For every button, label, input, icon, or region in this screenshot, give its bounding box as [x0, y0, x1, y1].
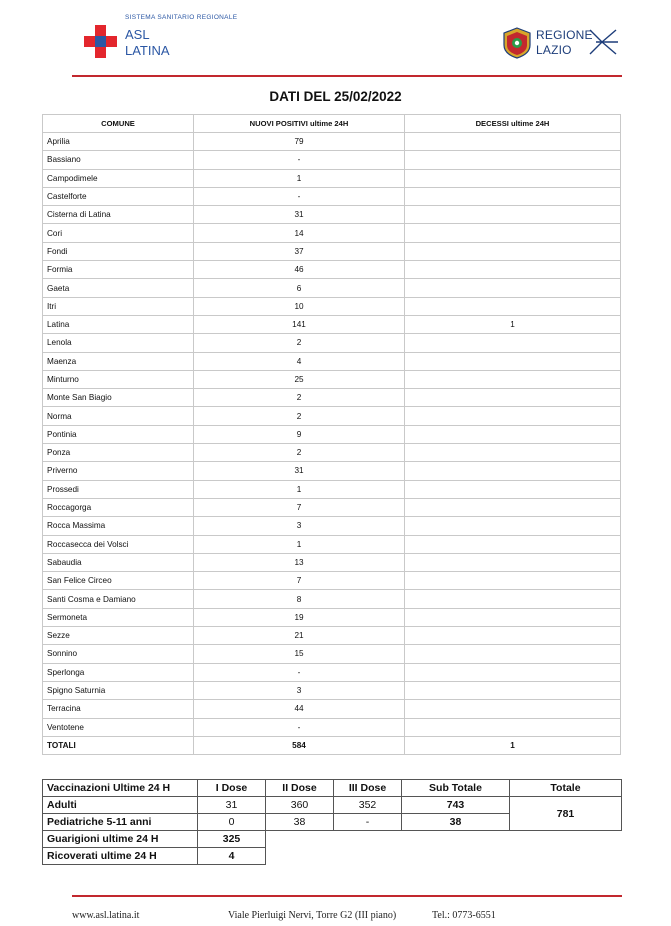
comune-cell: San Felice Circeo [43, 572, 194, 590]
positivi-cell: 2 [194, 444, 405, 462]
positivi-cell: 3 [194, 681, 405, 699]
totals-label: TOTALI [43, 736, 194, 754]
table-row [43, 169, 621, 187]
table-row [43, 681, 621, 699]
vac-adulti-dose2: 360 [266, 797, 334, 814]
comune-cell: Pontinia [43, 425, 194, 443]
comune-cell: Fondi [43, 242, 194, 260]
footer-phone: Tel.: 0773-6551 [432, 910, 496, 921]
vac-pediatriche-dose1: 0 [198, 814, 266, 831]
table-row [43, 352, 621, 370]
table-row [43, 718, 621, 736]
table-row [43, 389, 621, 407]
table-row [43, 498, 621, 516]
comune-cell: Ventotene [43, 718, 194, 736]
vaccinations-table [42, 779, 622, 865]
vac-adulti-label: Adulti [43, 797, 198, 814]
vac-header-dose1: I Dose [198, 780, 266, 797]
table-row [43, 315, 621, 333]
table-row [43, 261, 621, 279]
lazio-swoosh-icon [588, 26, 620, 58]
footer-divider [72, 895, 622, 897]
table-row [43, 700, 621, 718]
comune-cell: Spigno Saturnia [43, 681, 194, 699]
decessi-cell [405, 151, 621, 169]
comune-cell: Norma [43, 407, 194, 425]
vac-header-dose2: II Dose [266, 780, 334, 797]
decessi-cell [405, 389, 621, 407]
positivi-cell: 44 [194, 700, 405, 718]
comune-cell: Sperlonga [43, 663, 194, 681]
positivi-cell: 6 [194, 279, 405, 297]
comune-cell: Itri [43, 297, 194, 315]
comune-cell: Castelforte [43, 187, 194, 205]
positivi-cell: 25 [194, 370, 405, 388]
positivi-cell: 7 [194, 498, 405, 516]
table-row [43, 370, 621, 388]
comune-cell: Priverno [43, 462, 194, 480]
comune-cell: Santi Cosma e Damiano [43, 590, 194, 608]
decessi-cell [405, 700, 621, 718]
comune-cell: Sonnino [43, 645, 194, 663]
table-row [43, 480, 621, 498]
positivi-cell: 10 [194, 297, 405, 315]
comune-cell: Terracina [43, 700, 194, 718]
table-row [43, 572, 621, 590]
table-row [43, 535, 621, 553]
vac-header-title: Vaccinazioni Ultime 24 H [43, 780, 198, 797]
table-row [43, 187, 621, 205]
comune-cell: Formia [43, 261, 194, 279]
decessi-cell: 1 [405, 315, 621, 333]
comune-cell: Roccagorga [43, 498, 194, 516]
comune-cell: Prossedi [43, 480, 194, 498]
vac-pediatriche-dose3: - [334, 814, 402, 831]
header-nuovi-positivi: NUOVI POSITIVI ultime 24H [194, 115, 405, 133]
vac-header-subtotal: Sub Totale [402, 780, 510, 797]
decessi-cell [405, 370, 621, 388]
totals-row [43, 736, 621, 754]
positivi-cell: 79 [194, 133, 405, 151]
totals-positivi: 584 [194, 736, 405, 754]
decessi-cell [405, 480, 621, 498]
positivi-cell: 19 [194, 608, 405, 626]
comune-cell: Lenola [43, 334, 194, 352]
comune-cell: Monte San Biagio [43, 389, 194, 407]
decessi-cell [405, 169, 621, 187]
decessi-cell [405, 187, 621, 205]
positivi-cell: 1 [194, 169, 405, 187]
decessi-cell [405, 498, 621, 516]
positivi-cell: - [194, 187, 405, 205]
vac-header-dose3: III Dose [334, 780, 402, 797]
lazio-emblem-icon [502, 27, 532, 59]
table-row [43, 517, 621, 535]
vac-pediatriche-label: Pediatriche 5-11 anni [43, 814, 198, 831]
asl-name-line2: LATINA [125, 43, 170, 58]
comune-cell: Sezze [43, 627, 194, 645]
decessi-cell [405, 462, 621, 480]
vac-header-row [43, 780, 622, 797]
table-row [43, 407, 621, 425]
table-row [43, 663, 621, 681]
table-row [43, 608, 621, 626]
positivi-cell: 15 [194, 645, 405, 663]
decessi-cell [405, 681, 621, 699]
positivi-cell: 9 [194, 425, 405, 443]
decessi-cell [405, 279, 621, 297]
asl-name-line1: ASL [125, 27, 150, 42]
decessi-cell [405, 425, 621, 443]
table-row [43, 627, 621, 645]
positivi-cell: 2 [194, 334, 405, 352]
positivi-cell: 14 [194, 224, 405, 242]
table-row [43, 297, 621, 315]
table-row [43, 242, 621, 260]
footer-address: Viale Pierluigi Nervi, Torre G2 (III piano) [228, 910, 397, 921]
table-row [43, 645, 621, 663]
table-body [43, 133, 621, 755]
positivi-cell: 31 [194, 462, 405, 480]
comune-cell: Ponza [43, 444, 194, 462]
positivi-cell: 31 [194, 206, 405, 224]
decessi-cell [405, 608, 621, 626]
table-row [43, 590, 621, 608]
positivi-cell: 3 [194, 517, 405, 535]
header-divider [72, 75, 622, 77]
table-row [43, 553, 621, 571]
header-decessi: DECESSI ultime 24H [405, 115, 621, 133]
table-row [43, 444, 621, 462]
positivi-cell: 2 [194, 407, 405, 425]
comune-cell: Roccasecca dei Volsci [43, 535, 194, 553]
header-comune: COMUNE [43, 115, 194, 133]
red-cross-icon [84, 25, 117, 58]
positivi-cell: 141 [194, 315, 405, 333]
guarigioni-row [43, 831, 622, 848]
comune-cell: Rocca Massima [43, 517, 194, 535]
vac-pediatriche-subtotal: 38 [402, 814, 510, 831]
decessi-cell [405, 663, 621, 681]
comune-cell: Gaeta [43, 279, 194, 297]
comune-cell: Cori [43, 224, 194, 242]
decessi-cell [405, 535, 621, 553]
table-row [43, 279, 621, 297]
decessi-cell [405, 352, 621, 370]
table-row [43, 425, 621, 443]
totals-decessi: 1 [405, 736, 621, 754]
decessi-cell [405, 224, 621, 242]
decessi-cell [405, 553, 621, 571]
vac-row-adulti [43, 797, 622, 814]
positivi-cell: 1 [194, 535, 405, 553]
positivi-cell: - [194, 151, 405, 169]
comune-cell: Bassiano [43, 151, 194, 169]
table-row [43, 462, 621, 480]
decessi-cell [405, 444, 621, 462]
positivi-cell: 1 [194, 480, 405, 498]
decessi-cell [405, 590, 621, 608]
decessi-cell [405, 133, 621, 151]
decessi-cell [405, 242, 621, 260]
guarigioni-label: Guarigioni ultime 24 H [43, 831, 198, 848]
ricoverati-label: Ricoverati ultime 24 H [43, 848, 198, 865]
positives-table [42, 114, 621, 755]
positivi-cell: 13 [194, 553, 405, 571]
table-row [43, 206, 621, 224]
lazio-name-line1: REGIONE [536, 28, 593, 42]
page-title: DATI DEL 25/02/2022 [269, 89, 402, 104]
comune-cell: Latina [43, 315, 194, 333]
positivi-cell: - [194, 718, 405, 736]
positivi-cell: - [194, 663, 405, 681]
decessi-cell [405, 572, 621, 590]
asl-system-label: SISTEMA SANITARIO REGIONALE [125, 14, 238, 21]
decessi-cell [405, 645, 621, 663]
comune-cell: Minturno [43, 370, 194, 388]
comune-cell: Cisterna di Latina [43, 206, 194, 224]
decessi-cell [405, 627, 621, 645]
positivi-cell: 37 [194, 242, 405, 260]
table-row [43, 151, 621, 169]
table-row [43, 224, 621, 242]
positivi-cell: 46 [194, 261, 405, 279]
table-row [43, 334, 621, 352]
positivi-cell: 21 [194, 627, 405, 645]
lazio-name-line2: LAZIO [536, 43, 572, 57]
table-row [43, 133, 621, 151]
comune-cell: Sermoneta [43, 608, 194, 626]
vac-header-total: Totale [510, 780, 622, 797]
vac-adulti-dose1: 31 [198, 797, 266, 814]
positivi-cell: 4 [194, 352, 405, 370]
vac-pediatriche-dose2: 38 [266, 814, 334, 831]
table-header-row [43, 115, 621, 133]
comune-cell: Maenza [43, 352, 194, 370]
footer-website-link[interactable]: www.asl.latina.it [72, 910, 140, 921]
ricoverati-row [43, 848, 622, 865]
regione-lazio-logo [502, 24, 620, 62]
comune-cell: Aprilia [43, 133, 194, 151]
positivi-cell: 2 [194, 389, 405, 407]
comune-cell: Campodimele [43, 169, 194, 187]
decessi-cell [405, 261, 621, 279]
decessi-cell [405, 297, 621, 315]
positivi-cell: 8 [194, 590, 405, 608]
vac-total-value: 781 [510, 797, 622, 831]
decessi-cell [405, 407, 621, 425]
decessi-cell [405, 334, 621, 352]
decessi-cell [405, 718, 621, 736]
vac-adulti-dose3: 352 [334, 797, 402, 814]
ricoverati-value: 4 [198, 848, 266, 865]
decessi-cell [405, 517, 621, 535]
decessi-cell [405, 206, 621, 224]
guarigioni-value: 325 [198, 831, 266, 848]
positivi-cell: 7 [194, 572, 405, 590]
comune-cell: Sabaudia [43, 553, 194, 571]
asl-latina-logo [84, 14, 244, 66]
vac-adulti-subtotal: 743 [402, 797, 510, 814]
